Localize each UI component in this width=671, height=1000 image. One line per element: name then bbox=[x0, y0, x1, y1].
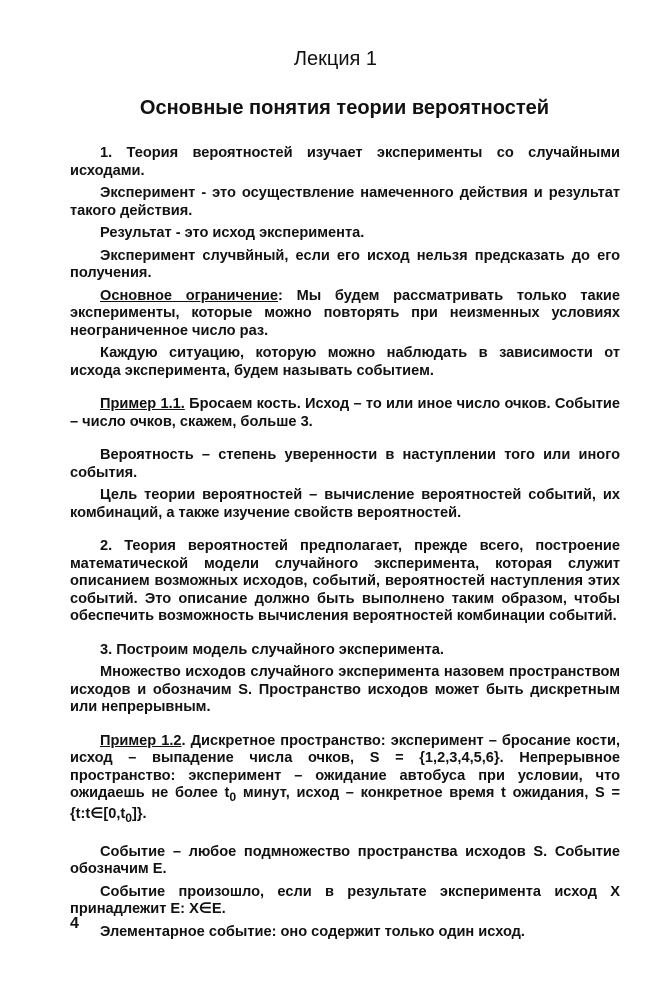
paragraph-probability: Вероятность – степень уверенности в наступлении того или иного события. bbox=[70, 447, 620, 481]
paragraph-event-occurred: Событие произошло, если в результате эксперимента исход X принадлежит E: X∈E. bbox=[70, 883, 620, 918]
example-label: Пример 1.2 bbox=[100, 732, 182, 749]
paragraph-result: Результат - это исход эксперимента. bbox=[100, 225, 365, 241]
section-number: 2. bbox=[100, 538, 113, 554]
limitation-label: Основное ограничение bbox=[100, 287, 279, 304]
paragraph-event: Каждую ситуацию, которую можно наблюдать в зависимости от исхода эксперимента, будем называть событием. bbox=[70, 345, 620, 379]
page-number: 4 bbox=[70, 915, 79, 932]
section-number: 1. bbox=[100, 145, 113, 161]
paragraph-section-3: 3. Построим модель случайного эксперимента. bbox=[100, 641, 444, 658]
example-label: Пример 1.1. bbox=[100, 396, 185, 412]
paragraph-example-1-2: Пример 1.2. Дискретное пространство: эксперимент – бросание кости, исход – выпадение числа очков, S = {1,2,3,4,5,6}. Непрерывное пространство: эксперимент – ожидание автобуса при условии, что ожидаешь не более $t_0$ минут, исход – конкретное время t ожидания, $S = \{t:t\in[0,t_0]\}$. bbox=[70, 732, 620, 826]
page-title: Основные понятия теории вероятностей bbox=[139, 97, 550, 119]
paragraph-elementary-event: Элементарное событие: оно содержит только один исход. bbox=[100, 923, 525, 940]
paragraph-goal: Цель теории вероятностей – вычисление вероятностей событий, их комбинаций, а также изучение свойств вероятностей. bbox=[70, 487, 620, 521]
paragraph-random: Эксперимент случвйный, если его исход нельзя предсказать до его получения. bbox=[70, 247, 620, 281]
paragraph-experiment: Эксперимент - это осуществление намеченного действия и результат такого действия. bbox=[70, 185, 620, 219]
paragraph-example-1-1: Пример 1.1. Бросаем кость. Исход – то или иное число очков. Событие – число очков, скажем, больше 3. bbox=[70, 396, 620, 430]
paragraph-space: Множество исходов случайного эксперимента назовем пространством исходов и обозначим S. Пространство исходов может быть дискретным или непрерывным. bbox=[70, 664, 620, 715]
paragraph-event-definition: Событие – любое подмножество пространства исходов S. Событие обозначим E. bbox=[70, 843, 620, 878]
lecture-heading: Лекция 1 bbox=[293, 48, 378, 70]
paragraph-section-1: 1. Теория вероятностей изучает эксперименты со случайными исходами. bbox=[70, 145, 620, 179]
paragraph-section-2: 2. Теория вероятностей предполагает, прежде всего, построение математической модели случайного эксперимента, которая служит описанием возможных исходов, событий, вероятностей наступления этих событий. Это описание должно быть выполнено таким образом, чтобы обеспечить возможность вычисления вероятностей комбинации событий. bbox=[70, 538, 620, 624]
paragraph-limitation: Основное ограничение: Мы будем рассматривать только такие эксперименты, которые можно повторять при неизменных условиях неограниченное число раз. bbox=[70, 287, 620, 339]
document-body bbox=[70, 145, 620, 941]
section-number: 3. bbox=[100, 641, 113, 658]
